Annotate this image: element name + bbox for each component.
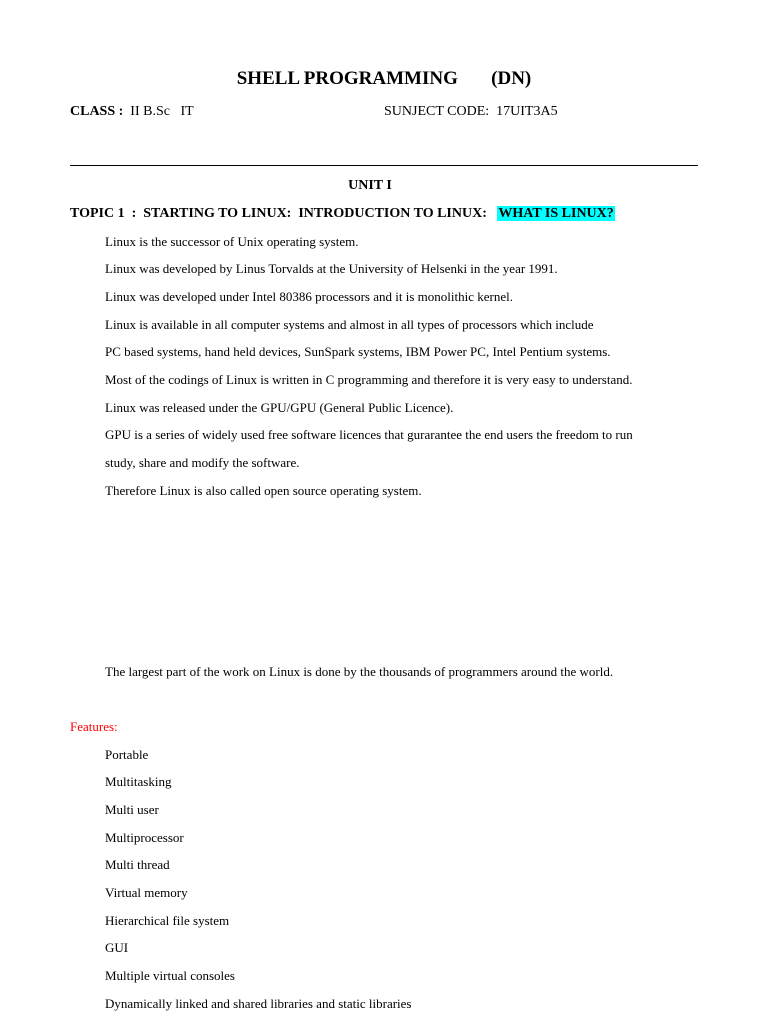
feature-item: Hierarchical file system	[105, 913, 230, 928]
topic-heading	[70, 206, 615, 222]
feature-item: Dynamically linked and shared libraries and static libraries	[105, 996, 412, 1011]
topic-prefix: TOPIC 1 : STARTING TO LINUX: INTRODUCTION TO LINUX:	[70, 206, 498, 221]
paragraph-line: Most of the codings of Linux is written in C programming and therefore it is very easy to understand.	[105, 372, 633, 387]
paragraph-line: Therefore Linux is also called open source operating system.	[105, 483, 422, 498]
header-divider	[70, 165, 698, 166]
feature-item: GUI	[105, 940, 129, 955]
paragraph-line: Linux was released under the GPU/GPU (General Public Licence).	[105, 400, 454, 415]
feature-item: Virtual memory	[105, 885, 188, 900]
class-value: II B.Sc IT	[130, 104, 194, 119]
subject-code-label: SUNJECT CODE:	[384, 104, 490, 119]
feature-item: Portable	[105, 747, 149, 762]
paragraph-line: Linux was developed under Intel 80386 processors and it is monolithic kernel.	[105, 289, 513, 304]
feature-item: Multitasking	[105, 774, 172, 789]
class-label: CLASS :	[70, 104, 124, 119]
class-info	[70, 104, 194, 120]
paragraph-line: PC based systems, hand held devices, SunSpark systems, IBM Power PC, Intel Pentium systems.	[105, 344, 611, 359]
feature-item: Multiple virtual consoles	[105, 968, 235, 983]
title-text: SHELL PROGRAMMING	[236, 68, 458, 89]
feature-item: Multi thread	[105, 857, 170, 872]
paragraph-line: study, share and modify the software.	[105, 455, 300, 470]
subject-code-info	[384, 104, 558, 120]
feature-item: Multi user	[105, 802, 159, 817]
feature-item: Multiprocessor	[105, 830, 184, 845]
paragraph-line: Linux was developed by Linus Torvalds at the University of Helsenki in the year 1991.	[105, 261, 558, 276]
unit-heading: UNIT I	[348, 178, 392, 193]
paragraph-line: Linux is available in all computer systems and almost in all types of processors which include	[105, 317, 594, 332]
features-label: Features:	[70, 719, 118, 734]
topic-highlight: WHAT IS LINUX?	[498, 206, 614, 221]
paragraph-line: GPU is a series of widely used free software licences that gurarantee the end users the freedom to run	[105, 427, 633, 442]
title-suffix: (DN)	[491, 68, 532, 89]
subject-code-value: 17UIT3A5	[496, 104, 558, 119]
closing-paragraph: The largest part of the work on Linux is done by the thousands of programmers around the world.	[105, 664, 614, 679]
paragraph-line: Linux is the successor of Unix operating system.	[105, 234, 359, 249]
document-title	[0, 68, 768, 90]
